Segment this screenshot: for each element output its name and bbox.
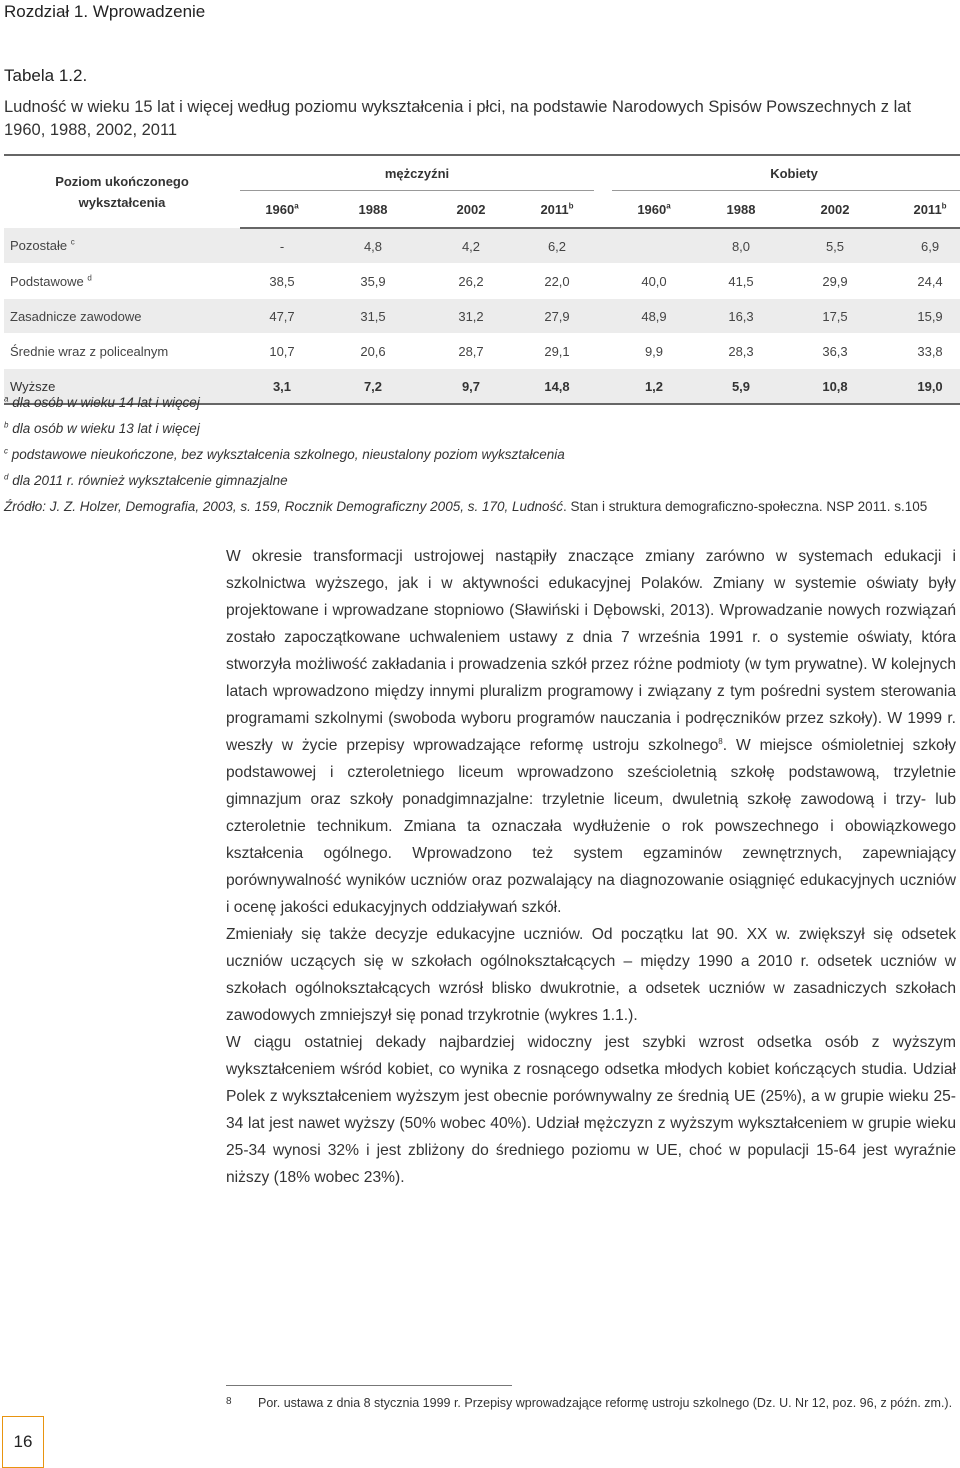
year-header: 2002	[786, 191, 884, 229]
table-cell: 17,5	[786, 299, 884, 334]
table-cell: 3,1	[240, 369, 324, 405]
table-cell: 38,5	[240, 264, 324, 299]
table-cell	[612, 228, 696, 264]
footnote	[226, 1396, 956, 1410]
paragraph: W okresie transformacji ustrojowej nastąpiły znaczące zmiany zarówno w systemach edukacji i szkolnictwa wyższego, jak i w aktywności edukacyjnej Polaków. Zmiany w systemie oświaty były projektowane i wprowadzane stopniowo (Sławiński i Dębowski, 2013). Wprowadzanie nowych rozwiązań zostało zapoczątkowane uchwaleniem ustawy z dnia 7 września 1991 r. o systemie oświaty, która stworzyła możliwość zakładania i prowadzenia szkół przez różne podmioty (w tym prywatne). W kolejnych latach wprowadzono między innymi pluralizm programowy i związany z tym pośredni system sterowania programami szkolnymi (swoboda wyboru programów nauczania i podręczników przez szkoły). W 1999 r. weszły w życie przepisy wprowadzające reformę ustroju szkolnego$^8$. W miejsce ośmioletniej szkoły podstawowej i czteroletniego liceum wprowadzono sześcioletnią szkołę podstawową, trzyletnie gimnazjum oraz szkoły ponadgimnazjalne: trzyletnie liceum, dwuletnią szkołę zawodową i trzy- lub czteroletnie technikum. Zmiana ta oznaczała wydłużenie o rok powszechnego i obowiązkowego kształcenia ogólnego. Wprowadzono też system egzaminów zewnętrznych, zapewniający porównywalność wyników uczniów oraz pozwalający na diagnozowanie osiągnięć edukacyjnych uczniów i ocenę jakości edukacyjnych oddziaływań szkół.	[226, 548, 956, 916]
footnote-ref[interactable]: 8	[718, 736, 723, 746]
year-header: 1960$^a$	[240, 191, 324, 229]
table-notes	[4, 390, 956, 520]
table-label: Tabela 1.2.	[4, 66, 88, 85]
table-cell: 36,3	[786, 334, 884, 369]
page-number: 16	[2, 1416, 44, 1468]
table-cell: 26,2	[422, 264, 520, 299]
table-cell: 4,2	[422, 228, 520, 264]
paragraph: W ciągu ostatniej dekady najbardziej widoczny jest szybki wzrost odsetka osób z wyższym wykształceniem wśród kobiet, co wynika z rosnącego odsetka młodych kobiet kończących studia. Udział Polek z wykształceniem wyższym jest obecnie porównywalny ze średnią UE (25%), a w grupie wieku 25-34 lat jest nawet wyższy (50% wobec 40%). Udział mężczyzn z wyższym wykształceniem w grupie wieku 25-34 wynosi 32% i jest zbliżony do średniego poziomu w UE, choć w populacji 15-64 jest wyraźnie niższy (18% wobec 23%).	[226, 1034, 956, 1186]
chapter-heading: Rozdział 1. Wprowadzenie	[4, 2, 206, 21]
table-cell: 15,9	[884, 299, 960, 334]
corner-line-1: Poziom ukończonego	[55, 174, 189, 189]
table-cell: 27,9	[520, 299, 594, 334]
group-header-women: Kobiety	[612, 155, 960, 191]
group-header-men: mężczyźni	[240, 155, 594, 191]
row-label: Wyższe	[4, 369, 240, 405]
table-corner-header	[4, 155, 240, 228]
table-note: $^b$ dla osób w wieku 13 lat i więcej	[4, 420, 200, 436]
table-cell: 16,3	[696, 299, 786, 334]
table-cell: 31,2	[422, 299, 520, 334]
table-cell: 9,9	[612, 334, 696, 369]
year-header: 1988	[324, 191, 422, 229]
row-label: Średnie wraz z policealnym	[4, 334, 240, 369]
table-cell: 6,9	[884, 228, 960, 264]
table-cell: 24,4	[884, 264, 960, 299]
footnote-number: 8	[226, 1396, 232, 1407]
table-cell: 35,9	[324, 264, 422, 299]
table-cell: 41,5	[696, 264, 786, 299]
table-cell: 10,7	[240, 334, 324, 369]
table-cell: 19,0	[884, 369, 960, 405]
table-cell: -	[240, 228, 324, 264]
table-cell: 48,9	[612, 299, 696, 334]
table-row	[4, 299, 960, 334]
table-note: $^d$ dla 2011 r. również wykształcenie gimnazjalne	[4, 472, 288, 488]
table-row	[4, 334, 960, 369]
table-cell: 28,7	[422, 334, 520, 369]
table-source: Źródło: J. Z. Holzer, Demografia, 2003, s. 159, Rocznik Demograficzny 2005, s. 170, Ludność. Stan i struktura demograficzno-społeczna. NSP 2011. s.105	[4, 499, 928, 514]
table-cell: 29,9	[786, 264, 884, 299]
body-text	[226, 543, 956, 1191]
table-cell: 40,0	[612, 264, 696, 299]
table-cell: 1,2	[612, 369, 696, 405]
year-header: 1960$^a$	[612, 191, 696, 229]
table-row	[4, 228, 960, 264]
education-table	[4, 154, 960, 405]
table-cell: 28,3	[696, 334, 786, 369]
footnote-divider	[226, 1385, 512, 1386]
table-cell: 8,0	[696, 228, 786, 264]
footnote-text: Por. ustawa z dnia 8 stycznia 1999 r. Przepisy wprowadzające reformę ustroju szkolnego (Dz. U. Nr 12, poz. 96, z późn. zm.).	[258, 1396, 953, 1410]
table-row	[4, 264, 960, 299]
year-header: 1988	[696, 191, 786, 229]
table-cell: 7,2	[324, 369, 422, 405]
row-label: Podstawowe $^d$	[4, 264, 240, 299]
row-label: Zasadnicze zawodowe	[4, 299, 240, 334]
table-cell: 5,9	[696, 369, 786, 405]
table-cell: 29,1	[520, 334, 594, 369]
corner-line-2: wykształcenia	[78, 195, 166, 210]
table-cell: 31,5	[324, 299, 422, 334]
table-cell: 47,7	[240, 299, 324, 334]
table-cell: 9,7	[422, 369, 520, 405]
table-cell: 10,8	[786, 369, 884, 405]
table-cell: 20,6	[324, 334, 422, 369]
year-header: 2011$^b$	[520, 191, 594, 229]
table-cell: 6,2	[520, 228, 594, 264]
table-cell: 4,8	[324, 228, 422, 264]
year-header: 2002	[422, 191, 520, 229]
year-header: 2011$^b$	[884, 191, 960, 229]
table-cell: 5,5	[786, 228, 884, 264]
table-note: $^c$ podstawowe nieukończone, bez wykształcenia szkolnego, nieustalony poziom wykształcenia	[4, 446, 565, 462]
table-cell: 22,0	[520, 264, 594, 299]
row-label: Pozostałe $^c$	[4, 228, 240, 264]
paragraph: Zmieniały się także decyzje edukacyjne uczniów. Od początku lat 90. XX w. zwiększył się odsetek uczniów uczących się w szkołach ogólnokształcących – między 1990 a 2010 r. odsetek uczniów w szkołach ogólnokształcących wzrósł blisko dwukrotnie, a odsetek uczniów w zasadniczych szkołach zawodowych zmniejszył się ponad trzykrotnie (wykres 1.1.).	[226, 926, 956, 1024]
table-title: Ludność w wieku 15 lat i więcej według poziomu wykształcenia i płci, na podstawie Narodowych Spisów Powszechnych z lat 1960, 1988, 2002, 2011	[4, 98, 912, 139]
table-cell: 14,8	[520, 369, 594, 405]
table-note: $^a$ dla osób w wieku 14 lat i więcej	[4, 394, 200, 410]
table-cell: 33,8	[884, 334, 960, 369]
